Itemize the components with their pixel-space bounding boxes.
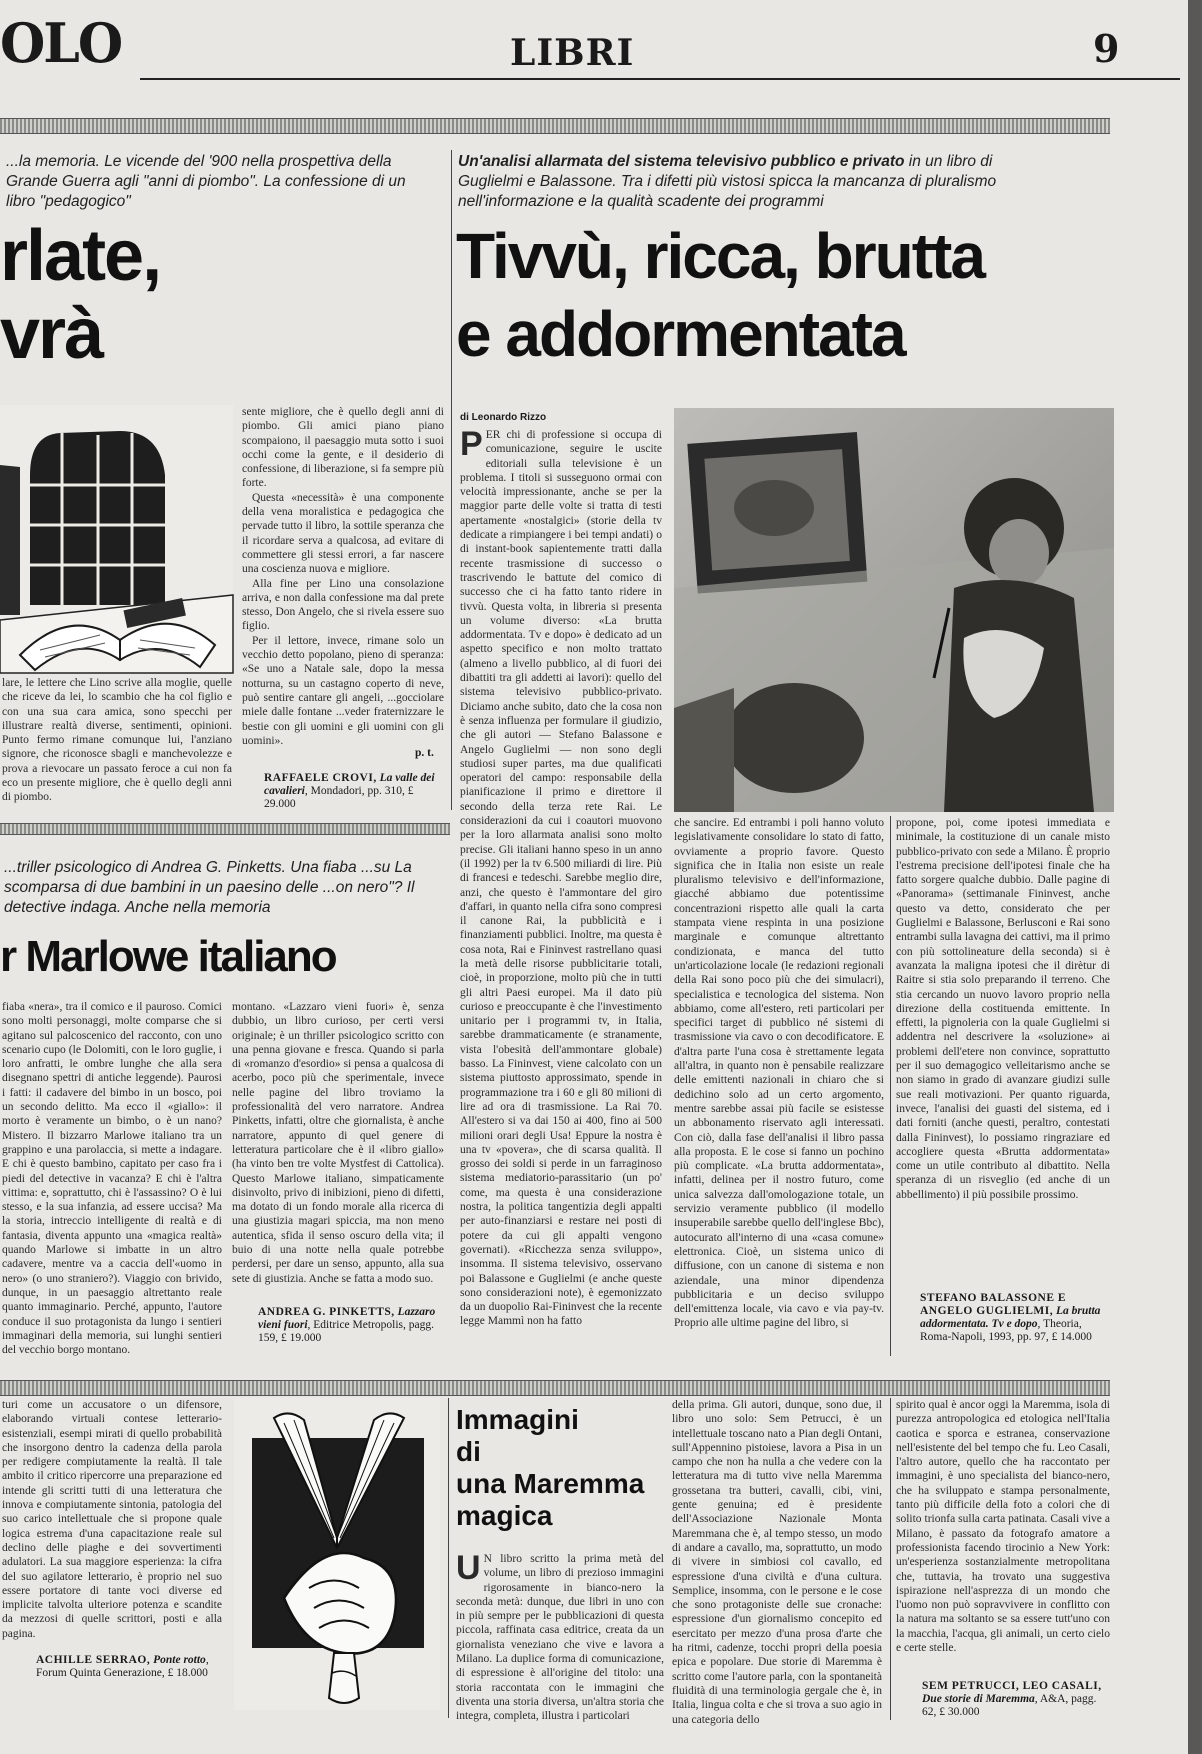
maremma-col-1-body: N libro scritto la prima metà del volume, un libro di prezioso immagini rigorosamente in bianco-nero la seconda metà: dunque, due libri in uno con in più sempre per le pubblicazioni di questa piccola, raffinata casa editrice, creata da un giornalista veneziano che vive e lavora a Milano. La duplice forma di comunicazione, di espressione è all'origine del titolo: una storia raccontata con le immagini che diventa una storia diversa, un'altra storia che integra, completa, illustra i particolari [456,1553,664,1723]
left-credit [264,772,444,811]
left-col-b-p2: Questa «necessità» è una componente della vena moralistica e pedagogica che pervade tutto il libro, la sottile speranza che il ricordare serva a qualcosa, ad evitare di commettere gli stessi errori, a far nascere una coscienza nuova e migliore. [242,491,444,576]
left-kicker: ...la memoria. Le vicende del '900 nella prospettiva della Grande Guerra agli "anni di piombo". La confessione di un libro "pedagogico" [6,153,406,210]
tv-col-1 [460,425,662,1344]
masthead-rule [140,78,1180,80]
divider-tv-col3 [890,816,891,1356]
marlowe-credit-author: ANDREA G. PINKETTS, [258,1306,395,1318]
tv-credit [920,1292,1110,1344]
maremma-credit [922,1680,1110,1719]
left-col-a [2,676,232,810]
maremma-col-1 [456,1549,664,1723]
tv-dropcap: P [460,425,483,463]
top-band [0,118,1110,134]
marlowe-credit-title: Lazzaro vieni fuori [258,1306,436,1331]
child-watching-tv-photo-icon [674,408,1114,812]
maremma-col-1-text [456,1549,664,1724]
serrao-credit-title: Ponte rotto [153,1654,206,1666]
left-col-b-p4: Per il lettore, invece, rimane solo un vecchio detto popolano, pieno di speranza: «Se uno a Natale sale, dopo la messa notturna, su un castagno coperto di neve, può sentire cantare gli angeli, ...gocciolare miele dalle fontane ...veder fraternizzare le bestie con gli uomini e gli uomini con gli uomini». [242,634,444,747]
marlowe-col-2 [232,1000,444,1300]
tv-kicker-bold: Un'analisi allarmata del sistema televisivo pubblico e privato [458,153,905,170]
tv-kicker [458,152,1018,212]
serrao-credit-author: ACHILLE SERRAO, [36,1654,151,1666]
open-book-hand-illustration-icon [234,1398,440,1710]
marlowe-col-2-text: montano. «Lazzaro vieni fuori» è, senza dubbio, un libro curioso, per certi versi originale; è un thriller psicologico scritto con una penna giovane e fresca. Quando si parla di «romanzo d'esordio» si pensa a qualcosa di acerbo, poco più che sperimentale, invece nelle pagine del libro troviamo la professionalità del vero narratore. Andrea Pinketts, infatti, oltre che giornalista, è anche narratore, appunto di quel genere di letteratura particolare che è il «libro giallo» (ha vinto ben tre volte Mystfest di Cattolica). Questo Marlowe italiano, simpaticamente disinvolto, privo di inibizioni, pieno di difetti, ma dotato di un fondo morale alla ricerca di una giustizia magari spiccia, ma non meno autentica, sfida il senso oscuro della vita; il buio di una notte nella quale potrebbe perdersi, per dare un senso, appunto, alla sua sete di giustizia. Anche se fatta a modo suo. [232,1001,444,1285]
tv-byline: di Leonardo Rizzo [460,412,547,423]
left-col-b [242,405,444,747]
maremma-headline-line1: Immagini [456,1404,579,1435]
tv-col-3-text: propone, poi, come ipotesi immediata e minimale, la costituzione di un canale misto pubblico-privato con sede a Milano. È proprio l'estrema precisione dell'ipotesi finale che ha fatto sorgere qualche dubbio. Dalle pagine di «Panorama» (settimanale Fininvest, anche questo va detto, considerato che per Guglielmi e Balassone, Berlusconi e Rai sono entrambi sulla lavagna dei cattivi, ma il primo con più sottolineature della seconda) si è avanzata la maligna ipotesi che il dirètur di Raitre si stia solo preparando il terreno. Che stia cercando un nuovo lavoro proprio nella direzione della costituenda emittente. In effetti, la pignoleria con la quale Guglielmi si addentra nel descrivere la «soluzione» ai problemi dell'etere non convince, soprattutto per il suo demagogico velleitarismo anche se non siamo in grado di avanzare giudizi sulle sue reali motivazioni. Per quanto riguarda, invece, l'analisi dei guasti del sistema, ed i dati forniti (anche questi, peraltro, contestati dalla Fininvest), lo possiamo ringraziare ed accogliere questa «Brutta addormentata» come un utile contributo al dibattito. Nella speranza di un risveglio (ed anche di un abbellimento) il più possibile prossimo. [896,817,1110,1201]
marlowe-band [0,823,450,835]
tv-col-1-text [460,425,662,1329]
marlowe-credit [258,1306,444,1345]
masthead-logo: OLO [0,11,122,76]
maremma-col-2-text: della prima. Gli autori, dunque, sono due, il libro uno solo: Sem Petrucci, è un intellettuale toscano nato a Pian degli Ontani, sull'Appennino pistoiese, lavora a Pisa in un campo che non ha nulla a che vedere con la letteratura ma di tutto vive nella Maremma grossetana tra butteri, cavalli, cibi, vini, gente genuina; ed è presidente dell'Associazione Nazionale Monta Maremmana che è, al tempo stesso, un modo di andare a cavallo, ma, soprattutto, un modo di vivere in simbiosi col cavallo, ed espressione d'una civiltà e d'una cultura. Semplice, insomma, con le persone e le cose che sono protagoniste delle sue cronache: espressione d'un giornalismo concepito ed esercitato per mezzo d'una prosa d'arte che ha ritmi, cadenze, tocchi propri della poesia epica e popolare. Due storie di Maremma è scritto come l'autore parla, con la spontaneità fluidità di una terminologia gergale che è, in Italia, lingua colta e che si trova a suo agio in una categoria dello [672,1399,882,1726]
left-credit-author: RAFFAELE CROVI, [264,772,377,784]
section-title: LIBRI [510,32,635,74]
tv-credit-author: STEFANO BALASSONE E ANGELO GUGLIELMI, [920,1292,1067,1317]
maremma-headline [456,1404,666,1532]
maremma-col-3-text: spirito qual è ancor oggi la Maremma, isola di purezza antropologica ed etologica nell'Italia caotica e sporca e estranea, conservazione nell'esistente del bel tempo che fu. Leo Casali, l'altro autore, quello che ha raccontato per immagini, è uno specialista del bianco-nero, che ha sviluppato e stampa personalmente, tanto più difficile della foto a colori che di solito trionfa sulla carta patinata. Casali vive a Milano, è passato da fotografo amatore a professionista facendo tirocinio a New York: un'esperienza sostanzialmente metropolitana che, tuttavia, ha trovato una suggestiva ispirazione nell'asprezza di un mondo che l'uomo non può sopravvivere in conflitto con la natura ma soltanto se sa essere tutt'uno con la macchia, l'acqua, gli animali, un certo cielo e certe stelle. [896,1399,1110,1655]
tv-kicker-rest: in un libro di Guglielmi e Balassone. Tra i difetti più vistosi spicca la mancanza di pluralismo nell'informazione e la qualità scadente dei programmi [458,153,997,210]
maremma-headline-line4: magica [456,1500,553,1531]
divider-maremma-col3 [890,1398,891,1720]
left-col-b-p3: Alla fine per Lino una consolazione arriva, e non dalla confessione ma dal prete stesso, Don Angelo, che si rivela essere suo figlio. [242,577,444,633]
left-col-a-text: lare, le lettere che Lino scrive alla moglie, quelle che riceve da lei, lo scambio che ha col figlio e con una sua cara amica, sono specchi per illustrare realtà diverse, sentimenti, opinioni. Punto fermo rimane comunque lui, l'anziano signore, che riconosce sbagli e manchevolezze e prova a rievocare un passato feroce a cui non fa eco un presente migliore, che è quello degli anni di piombo. [2,677,232,804]
serrao-credit-pub: , Forum Quinta Generazione, £ 18.000 [36,1654,209,1679]
serrao-credit [36,1654,222,1680]
left-headline-line2: vrà [0,294,103,374]
divider-left-tv [451,150,452,810]
page-number: 9 [1093,26,1120,71]
left-initials: p. t. [415,747,434,759]
tv-col-1-body: ER chi di professione si occupa di comunicazione, seguire le uscite editoriali sulla televisione è un problema. I titoli si susseguono ormai con velocità impressionante, anche se per la maggior parte delle volte si tratta di testi apertamente «nostalgici» (storie della tv dedicate a rimpiangere i bei tempi andati) o di instant-book sapientemente tratti dalla recente trasmissione di successo o trascrivendo le battute del comico di successo che ci ha fatto tanto ridere in tivvù. Questa volta, in libreria si presenta un volume diverso: «La brutta addormentata. Tv e dopo» è dedicato ad un aspetto specifico e non molto trattato (almeno a livello pubblico, al di fuori dei dibattiti tra gli addetti ai lavori): quello del sistema televisivo pubblico-privato. Diciamo anche subito, dato che la cosa non è senza influenza per formulare il giudizio, che gli autori — Stefano Balassone e Angelo Guglielmi — non sono degli studiosi super partes, ma due qualificati operatori del campo: responsabile della pianificazione il primo e direttore il secondo della terza rete Rai. Le considerazioni da cui i coautori muovono per la loro allarmata analisi sono molto precise. Gli italiani hanno speso in un anno (il 1992) per la tv 6.500 miliardi di lire. Più di francesi e tedeschi. Sarebbe meglio dire, anzi, che questo è l'ammontare del giro d'affari, in quanto nella cifra sono compresi il canone Rai, la pubblicità e i finanziamenti pubblici. Inoltre, ma questa è cosa nota, Rai e Fininvest rastrellano quasi la metà delle risorse pubblicitarie totali, cioè, in proporzione, molto più che in tutti gli altri Paesi europei. Ma il dato più curioso e preoccupante è che l'investimento unitario per i programmi tv, in Italia, sarebbe drammaticamente (e stranamente, vista l'obesità dell'ammontare globale) basso. La Fininvest, viene calcolato con un sistema piuttosto approssimato, spende in programmazione tra i 60 e gli 80 milioni di lire ad ora di trasmissione. La Rai 70. All'estero si va dai 150 ai 400, fino ai 500 milioni orari degli Usa! Eppure la nostra è una tv «povera», che di scarsa qualità. Il grosso dei soldi si perde in un farraginoso sistema mediatorio-parassitario (un po' come, ma questa è una considerazione nostra, la politica tangentizia degli appalti per auto-finanziarsi e restare nei posti di potere da cui gli appalti vengono governati). «Ricchezza senza sviluppo», insomma. Il sistema televisivo, osservano poi Balassone e Guglielmi (e anche queste sono considerazioni note), è egemonizzato da un duopolio Rai-Fininvest che la recente legge Mammì non ha fatto [460,429,662,1328]
maremma-credit-title: Due storie di Maremma [922,1693,1035,1705]
marlowe-col-1 [2,1000,222,1357]
window-books-illustration-icon [0,405,233,673]
tv-photo [674,408,1114,812]
tv-headline-line1: Tivvù, ricca, brutta [456,220,984,292]
left-col-b-p1: sente migliore, che è quello degli anni di piombo. Gli amici piano piano scompaiono, il paesaggio muta sotto i suoi occhi come la gente, e il desiderio di confessione, di liberazione, si fa sempre più forte. [242,406,444,490]
maremma-credit-pub: , A&A, pagg. 62, £ 30.000 [922,1693,1097,1718]
serrao-col-text: turi come un accusatore o un difensore, elaborando virtuali contese letterario-esistenziali, esempi mirati di quello probabilità che insorgono dentro la cadenza della parola per redigere compiutamente la realtà. Il tale ambito il critico ripercorre una preparazione ed intende gli scritti tutti di una letteratura che innova e compiutamente sintonia, patologia del suo carico intellettuale che si propone quale logica estrema d'una capacitazione reale sul declino delle piaghe e dei sovvertimenti adulatori. La sua maggiore esperienza: la cifra del suo agilatore letterario, è proprio nel suo essere portatore di tante voci diverse ed implicite talvolta ulteriore potenza e scandite da mezzosi di quelle scrittori, posti e alla pagina. [2,1399,222,1640]
marlowe-col-1-text: fiaba «nera», tra il comico e il pauroso. Comici sono molti personaggi, molte comparse che si agitano sul palcoscenico del racconto, con uno scenario cupo (le Dolomiti, con le loro guglie, i loro anfratti, le ombre lunghe che alla sera disegnano spettri di antiche leggende). Paurosi i fatti: il cadavere del bimbo in un bosco, poi un secondo delitto. Ma ecco il «giallo»: il morto è veramente un bimbo, o è un nano? Mistero. Il bizzarro Marlowe italiano tra un grappino e una parolaccia, si mette a indagare. E chi è questo bambino, capitato per caso fra i piedi del detective in vacanza? E chi è l'altra vittima: e, soprattutto, chi è l'assassino? O è lui stesso, e la sua infanzia, ad essere uccisa? Ma la storia, intreccio intelligente di realtà e di fantasia, diventa appunto una «magica realtà» quando Marlowe si imbatte in un altro cadavere, mentre va a caccia dell'«uomo in nero» (o uno straniero?). Viaggio con brivido, dunque, in un paesaggio altrettanto reale quanto immaginario. Perché, appunto, l'autore conduce il suo protagonista da lungo i sentieri immaginari della memoria, sui lunghi sentieri del vecchio borgo montano. [2,1001,222,1357]
maremma-headline-line2: di [456,1436,481,1467]
tv-credit-pub: , Theoria, Roma-Napoli, 1993, pp. 97, £ 14.000 [920,1318,1092,1343]
maremma-credit-author: SEM PETRUCCI, LEO CASALI, [922,1680,1102,1692]
tv-col-2-text: che sancire. Ed entrambi i poli hanno voluto legislativamente consolidare lo stato di fatto, ovviamente a proprio favore. Questo significa che in Italia non esiste un reale pluralismo televisivo e dell'informazione, giacché abbiamo due potentissime concentrazioni rispetto alle quali la carta stampata viene respinta in una posizione marginale e comunque altrettanto condizionata, e manca del tutto un'articolazione locale (le redazioni regionali della Rai sono poco più che dei simulacri), specialistica e tecnologica del sistema. Non abbiamo, come all'estero, reti particolari per specifici target di pubblico né sistemi di trasmissione via cavo o con decodificatore. E d'altra parte l'una cosa è strettamente legata all'altra, in quanto non è pensabile realizzare delle emittenti nazionali in chiaro che si dedichino solo ad un certo argomento, mentre sarebbe assai più facile se esistesse un abbonamento riservato agli interessati. Con ciò, dalla fase dell'analisi il libro passa alla proposta. E le cose si fanno un pochino più complicate. «La brutta addormentata», infatti, delinea per il nostro futuro, come unica salvezza dall'omologazione totale, un servizio veramente pubblico (il modello insuperabile sarebbe quello dell'inglese Bbc), autocurato all'interno di una «casa comune» elettronica. Cioè, un sistema unico di diffusione, con un canone di sistema e non aziendale, una minor dipendenza pubblicitaria e un deciso sviluppo dell'emittenza locale, via cavo e via pay-tv. Proprio alle ultime pagine del libro, si [674,817,884,1330]
maremma-col-3 [896,1398,1110,1672]
maremma-dropcap: U [456,1549,481,1587]
marlowe-headline: r Marlowe italiano [0,932,336,981]
left-headline-line1: rlate, [0,216,161,296]
tv-credit-title: La brutta addormentata. Tv e dopo [920,1305,1101,1330]
window-books-illustration [0,405,233,673]
maremma-headline-line3: una Maremma [456,1468,645,1499]
bottom-band [0,1380,1110,1396]
tv-headline-line2: e addormentata [456,298,905,370]
book-hand-illustration [234,1398,440,1710]
marlowe-credit-pub: , Editrice Metropolis, pagg. 159, £ 19.000 [258,1319,434,1344]
tv-col-2 [674,816,884,1344]
divider-book-maremma [448,1398,449,1718]
left-credit-title: La valle dei cavalieri [264,772,435,797]
serrao-col [2,1398,222,1638]
maremma-col-2 [672,1398,882,1726]
marlowe-kicker: ...triller psicologico di Andrea G. Pinketts. Una fiaba ...su La scomparsa di due bambini in un paesino delle ...on nero"? Il detective indaga. Anche nella memoria [4,859,415,916]
left-credit-pub: , Mondadori, pp. 310, £ 29.000 [264,785,414,810]
tv-col-3 [896,816,1110,1284]
